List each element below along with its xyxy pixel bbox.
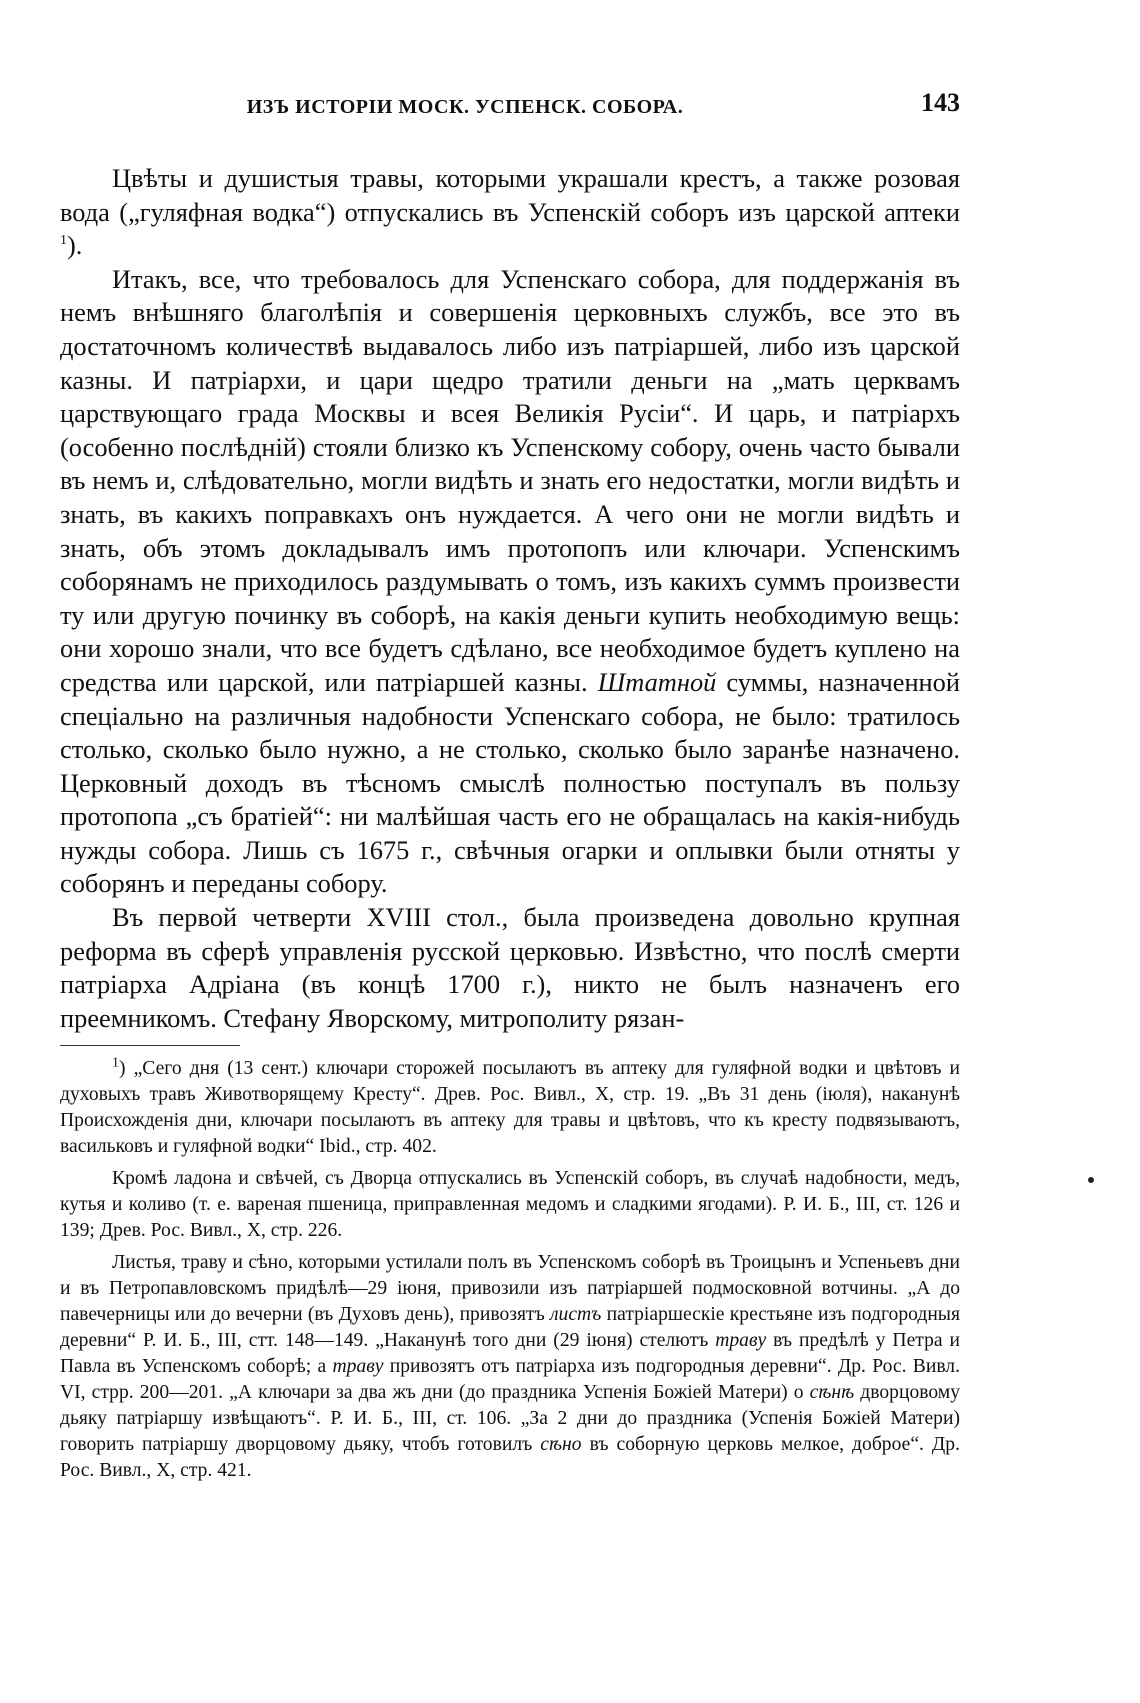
footnote-3-italic-5: сѣно [540, 1434, 582, 1456]
footnote-3-italic-1: листъ [550, 1304, 602, 1326]
footnote-3-part-c: въ предѣлѣ у Петра и Павла въ Успенскомъ соборѣ; а [60, 1330, 961, 1378]
footnotes [60, 1056, 960, 1484]
paragraph-1-text: Цвѣты и душистыя травы, которыми украшали крестъ, а также розовая вода („гуляфная водка“) отпускались въ Успенскій соборъ изъ царской аптеки [60, 163, 960, 227]
footnote-1-mark: 1 [112, 1055, 119, 1071]
paragraph-2 [60, 263, 960, 901]
footnote-reference-1: 1 [60, 233, 67, 249]
italic-emphasis: Штатной [597, 666, 717, 697]
ink-speck [1088, 1177, 1094, 1183]
book-page [60, 88, 960, 1490]
paragraph-1-end: ). [67, 230, 83, 261]
running-head [60, 88, 960, 132]
paragraph-3: Въ первой четверти XVIII стол., была произведена довольно крупная реформа въ сферѣ управленія русской церковью. Извѣстно, что послѣ смерти патріарха Адріана (въ концѣ 1700 г.), никто не былъ назначенъ его преемникомъ. Стефану Яворскому, митрополиту рязан- [60, 902, 960, 1033]
footnote-3-part-f: въ соборную церковь мелкое, доброе“. Др. Рос. Вивл., X, стр. 421. [60, 1434, 960, 1482]
running-title: ИЗЪ ИСТОРІИ МОСК. УСПЕНСК. СОБОРА. [246, 96, 684, 118]
footnote-3-italic-4: сѣнѣ [809, 1382, 855, 1404]
footnote-1-text: ) „Сего дня (13 сент.) ключари сторожей посылаютъ въ аптеку для гуляфной водки и цвѣтовъ и духовыхъ травъ Животворящему Кресту“. Древ. Рос. Вивл., X, стр. 19. „Въ 31 день (іюля), наканунѣ Происхожденія дни, ключари посылаютъ въ аптеку для травы и цвѣтовъ, что къ кресту подвязываютъ, васильковъ и гуляфной водки“ Ibid., стр. 402. [60, 1058, 960, 1158]
footnote-3-italic-3: траву [332, 1356, 384, 1378]
footnote-3-part-b: патріаршескіе крестьяне изъ подгородныя деревни“ Р. И. Б., III, стт. 148—149. „Наканунѣ того дни (29 іюня) стелютъ [60, 1304, 960, 1352]
main-text [60, 162, 960, 1035]
paragraph-2-part-a: Итакъ, все, что требовалось для Успенскаго собора, для поддержанія въ немъ внѣшняго благолѣпія и совершенія церковныхъ службъ, все это въ достаточномъ количествѣ выдавалось либо изъ патріаршей, либо изъ царской казны. И патріархи, и цари щедро тратили деньги на „мать церквамъ царствующаго града Москвы и всея Великія Русіи“. И царь, и патріархъ (особенно послѣдній) стояли близко къ Успенскому собору, очень часто бывали въ немъ и, слѣдовательно, могли видѣть и знать его недостатки, могли видѣть и знать, въ какихъ поправкахъ онъ нуждается. А чего они не могли видѣть и знать, объ этомъ докладывалъ имъ протопопъ или ключари. Успенскимъ соборянамъ не приходилось раздумывать о томъ, изъ какихъ суммъ произвести ту или другую починку въ соборѣ, на какія деньги купить необходимую вещь: они хорошо знали, что все будетъ сдѣлано, все необходимое будетъ куплено на средства или царской, или патріаршей казны. [60, 263, 960, 697]
footnote-3-part-e: дворцовому дьяку патріаршу извѣщаютъ“. Р. И. Б., III, ст. 106. „За 2 дни до праздника (Успенія Божіей Матери) говорить патріаршу дворцовому дьяку, чтобъ готовилъ [60, 1382, 960, 1456]
footnote-1 [60, 1056, 960, 1160]
footnote-3-part-d: привозятъ отъ патріарха изъ подгородныя деревни“. Др. Рос. Вивл. VI, стрр. 200—201. „А ключари за два жъ дни (до праздника Успенія Божіей Матери) о [60, 1356, 960, 1404]
paragraph-2-part-b: суммы, назначенной спеціально на различныя надобности Успенскаго собора, не было: тратилось столько, сколько было нужно, а не столько, сколько было заранѣе назначено. Церковный доходъ въ тѣсномъ смыслѣ полностью поступалъ въ пользу протопопа „съ братіей“: ни малѣйшая часть его не обращалась на какія-нибудь нужды собора. Лишь съ 1675 г., свѣчныя огарки и оплывки были отняты у соборянъ и переданы собору. [60, 666, 961, 899]
paragraph-1 [60, 162, 960, 263]
footnote-2: Кромѣ ладона и свѣчей, съ Дворца отпускались въ Успенскій соборъ, въ случаѣ надобности, медъ, кутья и коливо (т. е. вареная пшеница, приправленная медомъ и сладкими ягодами). Р. И. Б., III, ст. 126 и 139; Древ. Рос. Вивл., X, стр. 226. [60, 1168, 960, 1242]
footnote-3 [60, 1250, 960, 1484]
page-number: 143 [921, 88, 960, 117]
footnote-3-italic-2: траву [715, 1330, 767, 1352]
footnote-3-part-a: Листья, траву и сѣно, которыми устилали полъ въ Успенскомъ соборѣ въ Троицынъ и Успеньевъ дни и въ Петропавловскомъ придѣлѣ—29 іюня, привозили изъ патріаршей подмосковной вотчины. „А до павечерницы или до вечерни (въ Духовъ день), привозятъ [60, 1252, 960, 1326]
footnote-divider [60, 1045, 240, 1046]
